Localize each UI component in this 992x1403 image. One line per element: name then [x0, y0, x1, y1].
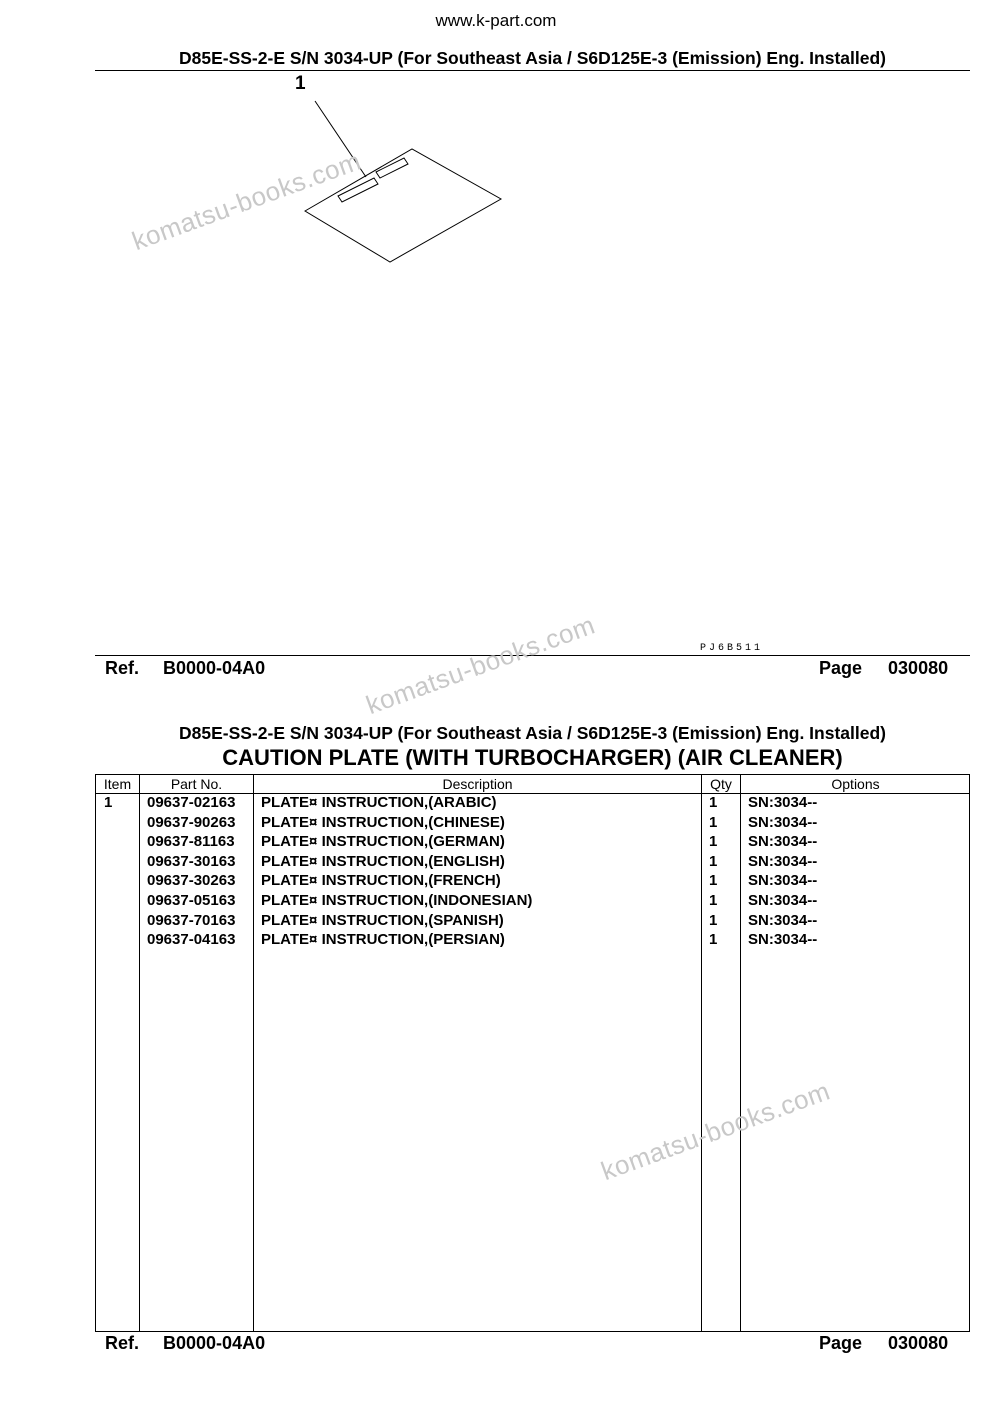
- cell-description: PLATE¤ INSTRUCTION,(ENGLISH): [261, 852, 505, 870]
- cell-description: PLATE¤ INSTRUCTION,(INDONESIAN): [261, 892, 533, 909]
- cell-qty: 1: [709, 872, 718, 890]
- diagram-code: PJ6B511: [700, 643, 764, 654]
- table-row: [96, 833, 971, 853]
- table-row: [96, 794, 971, 814]
- cell-options: SN:3034--: [748, 931, 818, 949]
- cell-options: SN:3034--: [748, 813, 818, 831]
- table-row: [96, 872, 971, 892]
- cell-qty: 1: [709, 892, 718, 909]
- cell-options: SN:3034--: [748, 872, 818, 890]
- cell-qty: 1: [709, 911, 718, 929]
- page-number: 030080: [888, 658, 949, 678]
- cell-part-no: 09637-30263: [147, 872, 236, 890]
- table-row: [96, 931, 971, 951]
- section-title: CAUTION PLATE (WITH TURBOCHARGER) (AIR CLEANER): [222, 745, 843, 770]
- cell-qty: 1: [709, 813, 718, 831]
- page-block-top: [819, 658, 948, 679]
- site-url: www.k-part.com: [435, 11, 557, 30]
- cell-description: PLATE¤ INSTRUCTION,(PERSIAN): [261, 931, 505, 949]
- parts-table: [95, 774, 970, 1332]
- col-header-part-no: Part No.: [170, 776, 223, 792]
- cell-description: PLATE¤ INSTRUCTION,(CHINESE): [261, 813, 505, 831]
- ref-label: Ref.: [105, 1333, 140, 1353]
- ref-label: Ref.: [105, 658, 140, 678]
- page-number: 030080: [888, 1333, 949, 1353]
- col-header-options: Options: [831, 776, 880, 792]
- cell-part-no: 09637-30163: [147, 852, 236, 870]
- table-row: [96, 912, 971, 932]
- callout-number: 1: [295, 73, 306, 94]
- table-row: [96, 814, 971, 834]
- cell-part-no: 09637-04163: [147, 931, 236, 949]
- cell-part-no: 09637-90263: [147, 813, 236, 831]
- cell-part-no: 09637-02163: [147, 794, 236, 811]
- cell-qty: 1: [709, 852, 718, 870]
- cell-description: PLATE¤ INSTRUCTION,(FRENCH): [261, 872, 501, 890]
- cell-qty: 1: [709, 931, 718, 949]
- col-header-qty: Qty: [710, 776, 732, 792]
- cell-qty: 1: [709, 833, 718, 851]
- col-header-description: Description: [442, 776, 513, 792]
- watermark: komatsu-books.com: [597, 1075, 834, 1187]
- cell-qty: 1: [709, 794, 718, 811]
- watermark: komatsu-books.com: [362, 609, 599, 721]
- cell-options: SN:3034--: [748, 794, 818, 811]
- cell-description: PLATE¤ INSTRUCTION,(GERMAN): [261, 833, 505, 851]
- cell-part-no: 09637-05163: [147, 892, 236, 909]
- page-block-bottom: [819, 1333, 948, 1354]
- cell-description: PLATE¤ INSTRUCTION,(ARABIC): [261, 794, 497, 811]
- cell-options: SN:3034--: [748, 892, 818, 909]
- header-title: D85E-SS-2-E S/N 3034-UP (For Southeast Asia / S6D125E-3 (Emission) Eng. Installed): [178, 48, 886, 68]
- cell-options: SN:3034--: [748, 911, 818, 929]
- cell-options: SN:3034--: [748, 852, 818, 870]
- ref-block-bottom: [105, 1333, 265, 1354]
- ref-code: B0000-04A0: [163, 658, 266, 678]
- cell-item: 1: [104, 794, 113, 811]
- page-label: Page: [819, 1333, 863, 1353]
- header-title-2: D85E-SS-2-E S/N 3034-UP (For Southeast Asia / S6D125E-3 (Emission) Eng. Installed): [178, 723, 886, 743]
- watermark: komatsu-books.com: [128, 145, 365, 257]
- table-row: [96, 892, 971, 912]
- page-label: Page: [819, 658, 863, 678]
- cell-part-no: 09637-81163: [147, 833, 235, 851]
- cell-part-no: 09637-70163: [147, 911, 236, 929]
- footer-rule-bottom: [95, 1331, 970, 1332]
- parts-diagram: [0, 0, 992, 660]
- table-row: [96, 853, 971, 873]
- cell-options: SN:3034--: [748, 833, 818, 851]
- ref-block-top: [105, 658, 265, 679]
- ref-code: B0000-04A0: [163, 1333, 266, 1353]
- cell-description: PLATE¤ INSTRUCTION,(SPANISH): [261, 911, 504, 929]
- col-header-item: Item: [103, 776, 132, 792]
